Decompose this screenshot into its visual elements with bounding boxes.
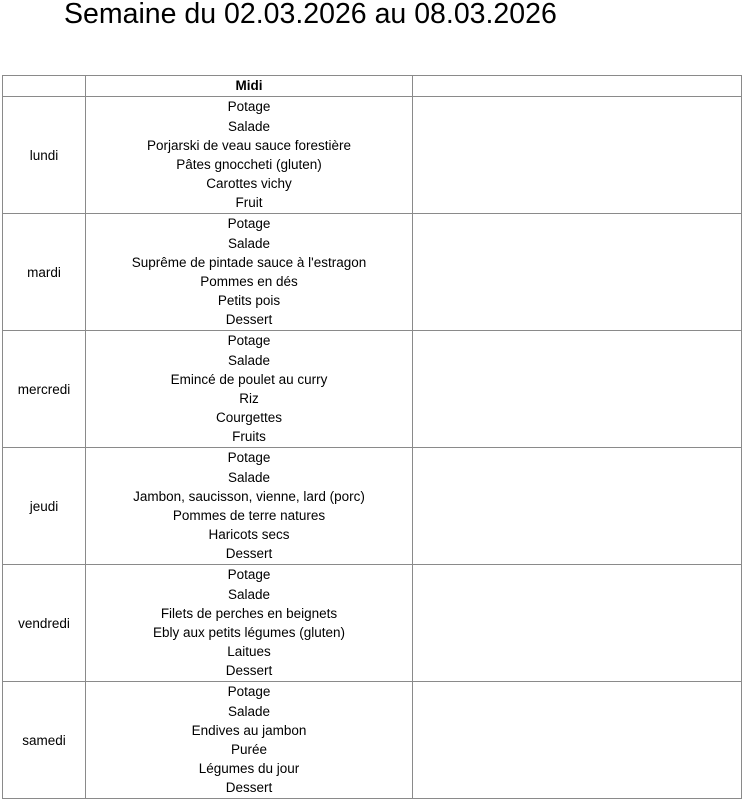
day-cell: vendredi — [3, 565, 86, 682]
midi-menu-cell — [86, 214, 413, 331]
extra-empty-cell — [413, 565, 742, 682]
header-extra-cell — [413, 76, 742, 97]
dish-item: Dessert — [225, 312, 273, 328]
dish-item: Pommes de terre natures — [172, 508, 326, 523]
dish-item: Légumes du jour — [198, 761, 300, 777]
dish-item: Salade — [227, 352, 271, 368]
midi-menu-cell — [86, 448, 413, 565]
extra-empty-cell — [413, 448, 742, 565]
table-row — [3, 331, 742, 448]
dish-item: Potage — [227, 567, 271, 583]
table-row — [3, 565, 742, 682]
header-midi-cell: Midi — [86, 76, 413, 97]
dish-item: Dessert — [225, 663, 273, 679]
dish-item: Courgettes — [215, 410, 283, 426]
table-row — [3, 448, 742, 565]
dish-item: Salade — [227, 118, 271, 134]
table-header-row — [3, 76, 742, 97]
extra-empty-cell — [413, 214, 742, 331]
table-row — [3, 214, 742, 331]
dish-item: Ebly aux petits légumes (gluten) — [152, 625, 346, 640]
dish-item: Potage — [227, 450, 271, 466]
dish-item: Salade — [227, 469, 271, 485]
dish-item: Potage — [227, 216, 271, 232]
dish-item: Salade — [227, 586, 271, 602]
day-cell: lundi — [3, 97, 86, 214]
dish-item: Purée — [230, 742, 268, 757]
dish-item: Potage — [227, 684, 271, 700]
page-title: Semaine du 02.03.2026 au 08.03.2026 — [64, 0, 557, 30]
dish-item: Filets de perches en beignets — [160, 605, 338, 621]
dish-item: Jambon, saucisson, vienne, lard (porc) — [133, 488, 365, 504]
dish-item: Fruits — [232, 429, 266, 445]
extra-empty-cell — [413, 331, 742, 448]
menu-table — [2, 75, 742, 799]
dish-item: Riz — [239, 391, 259, 406]
dish-item: Haricots secs — [208, 527, 290, 543]
dish-item: Salade — [227, 703, 271, 719]
day-cell: mardi — [3, 214, 86, 331]
dish-item: Salade — [227, 235, 271, 251]
midi-menu-cell — [86, 565, 413, 682]
extra-empty-cell — [413, 682, 742, 799]
dish-item: Suprême de pintade sauce à l'estragon — [131, 254, 367, 270]
dish-item: Petits pois — [217, 293, 281, 309]
dish-item: Dessert — [225, 780, 273, 796]
dish-item: Fruit — [235, 195, 263, 211]
day-cell: jeudi — [3, 448, 86, 565]
dish-item: Dessert — [225, 546, 273, 562]
dish-item: Potage — [227, 333, 271, 349]
midi-menu-cell — [86, 682, 413, 799]
dish-item: Emincé de poulet au curry — [170, 371, 328, 387]
table-row — [3, 97, 742, 214]
day-cell: mercredi — [3, 331, 86, 448]
dish-item: Laitues — [227, 644, 271, 660]
midi-menu-cell — [86, 97, 413, 214]
dish-item: Carottes vichy — [206, 176, 292, 192]
dish-item: Porjarski de veau sauce forestière — [146, 137, 352, 153]
dish-item: Pommes en dés — [200, 274, 298, 289]
dish-item: Endives au jambon — [191, 722, 307, 738]
midi-menu-cell — [86, 331, 413, 448]
dish-item: Pâtes gnoccheti (gluten) — [176, 157, 322, 172]
day-cell: samedi — [3, 682, 86, 799]
table-row — [3, 682, 742, 799]
dish-item: Potage — [227, 99, 271, 115]
header-day-cell — [3, 76, 86, 97]
extra-empty-cell — [413, 97, 742, 214]
